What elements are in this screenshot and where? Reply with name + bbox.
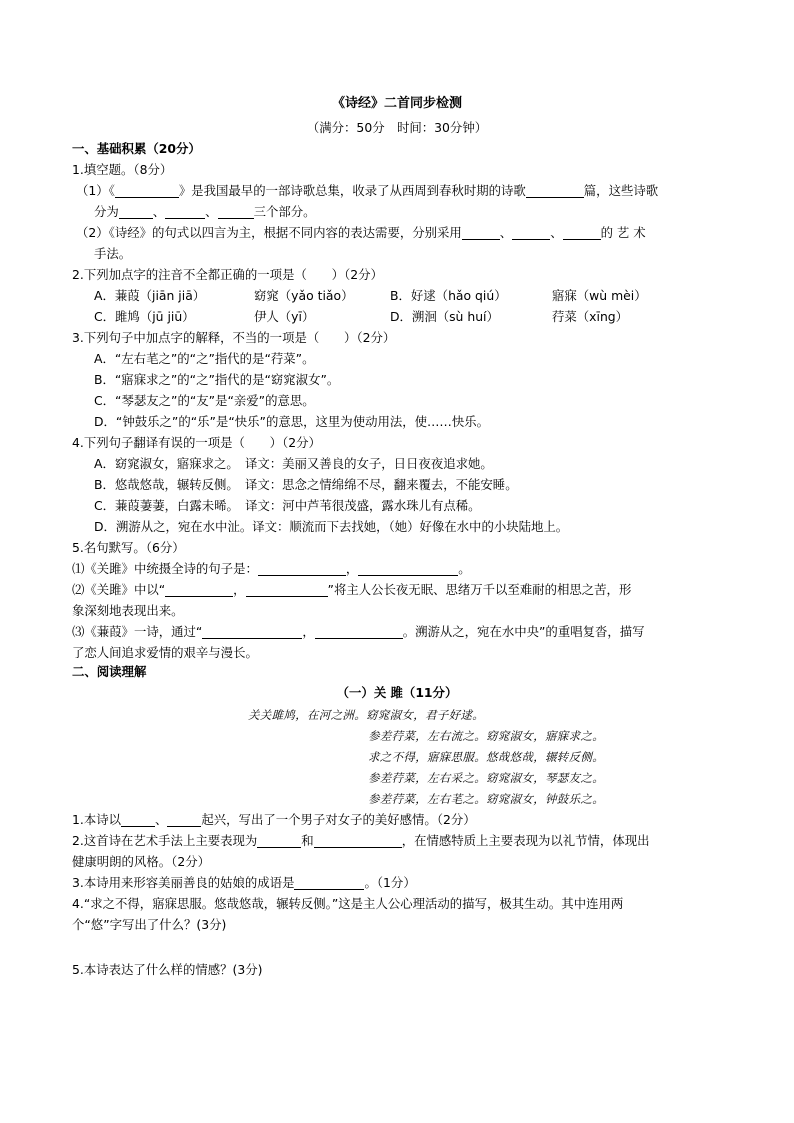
- q4-option-d: D．溯游从之，宛在水中沚。译文：顺流而下去找她，（她）好像在水中的小块陆地上。: [94, 519, 569, 534]
- q1-line3: （2）《诗经》的句式以四言为主，根据不同内容的表达需要，分别采用 、 、 的 艺 术: [76, 225, 646, 240]
- q5-line2: ⑵《关雎》中以“ ， ”将主人公长夜无眠、思绪万千以至难耐的相思之苦，形: [72, 582, 632, 597]
- answer-blank[interactable]: [258, 563, 346, 576]
- answer-blank[interactable]: [202, 626, 302, 639]
- answer-blank[interactable]: [165, 584, 233, 597]
- answer-blank[interactable]: [462, 227, 500, 240]
- poem-line-1: 关关雎鸠，在河之洲。窈窕淑女，君子好逑。: [248, 708, 484, 722]
- page-title: 《诗经》二首同步检测: [331, 96, 462, 111]
- section-heading-reading: 二、阅读理解: [72, 664, 147, 679]
- poem-line-5: 参差荇菜，左右芼之。窈窕淑女，钟鼓乐之。: [368, 792, 604, 806]
- answer-blank[interactable]: [218, 206, 254, 219]
- answer-blank[interactable]: [165, 206, 205, 219]
- q2-options-row1: [94, 288, 647, 303]
- answer-blank[interactable]: [119, 206, 153, 219]
- answer-blank[interactable]: [246, 584, 328, 597]
- page-subtitle: （满分：50分 时间：30分钟）: [306, 120, 488, 135]
- q2-option-d1: D．溯洄（sù huí）: [390, 309, 499, 324]
- q3-option-b: B．“寤寐求之”的“之”指代的是“窈窕淑女”。: [94, 372, 340, 387]
- answer-blank[interactable]: [315, 626, 403, 639]
- q5-line4: ⑶《蒹葭》一诗，通过“ ， 。溯游从之，宛在水中央”的重唱复沓，描写: [72, 624, 645, 639]
- answer-blank[interactable]: [563, 227, 601, 240]
- reading-q3: 3.本诗用来形容美丽善良的姑娘的成语是 。（1分）: [72, 875, 416, 890]
- q4-option-b: B．悠哉悠哉，辗转反侧。 译文：思念之情绵绵不尽，翻来覆去，不能安睡。: [94, 477, 518, 492]
- q3-option-d: D．“钟鼓乐之”的“乐”是“快乐”的意思，这里为使动用法，使……快乐。: [94, 414, 489, 429]
- q5-stem: 5.名句默写。（6分）: [72, 540, 185, 555]
- q3-option-c: C．“琴瑟友之”的“友”是“亲爱”的意思。: [94, 393, 315, 408]
- answer-blank[interactable]: [358, 563, 458, 576]
- q3-stem: 3.下列句子中加点字的解释，不当的一项是（ ）（2分）: [72, 330, 396, 345]
- reading-q4-line2: 个“悠”字写出了什么？(3分): [72, 917, 227, 932]
- answer-blank[interactable]: [121, 814, 155, 827]
- q3-option-a: A．“左右芼之”的“之”指代的是“荇菜”。: [94, 351, 315, 366]
- section-heading-basic: 一、基础积累（20分）: [72, 141, 201, 156]
- reading-q4-line1: 4.“求之不得，寤寐思服。悠哉悠哉，辗转反侧。”这是主人公心理活动的描写，极其生动。其中连用两: [72, 896, 624, 911]
- q2-option-b1: B．好逑（hǎo qiú）: [390, 288, 507, 303]
- poem-line-4: 参差荇菜，左右采之。窈窕淑女，琴瑟友之。: [368, 771, 604, 785]
- q2-option-c1: C．雎鸠（jū jiū）: [94, 309, 195, 324]
- q5-line1: ⑴《关雎》中统摄全诗的句子是： ， 。: [72, 561, 471, 576]
- poem-line-2: 参差荇菜，左右流之。窈窕淑女，寤寐求之。: [368, 729, 604, 743]
- q1-line4: 手法。: [94, 246, 132, 261]
- poem-title: （一）关 雎（11分）: [336, 685, 458, 700]
- q4-option-c: C．蒹葭萋萋，白露未晞。 译文：河中芦苇很茂盛，露水珠儿有点稀。: [94, 498, 481, 513]
- q2-options-row2: [94, 309, 628, 324]
- answer-blank[interactable]: [115, 185, 179, 198]
- q2-option-a2: 窈窕（yǎo tiǎo）: [254, 288, 354, 303]
- reading-q1: 1.本诗以 、 起兴，写出了一个男子对女子的美好感情。（2分）: [72, 812, 476, 827]
- q5-line3: 象深刻地表现出来。: [72, 603, 184, 618]
- q2-option-b2: 寤寐（wù mèi）: [552, 288, 647, 303]
- answer-blank[interactable]: [314, 835, 402, 848]
- q1-line1: （1）《 》是我国最早的一部诗歌总集，收录了从西周到春秋时期的诗歌 篇，这些诗歌: [76, 183, 659, 198]
- q4-stem: 4.下列句子翻译有误的一项是（ ）（2分）: [72, 435, 321, 450]
- q5-line5: 了恋人间追求爱情的艰辛与漫长。: [72, 645, 258, 660]
- q1-stem: 1.填空题。（8分）: [72, 162, 173, 177]
- answer-blank[interactable]: [257, 835, 301, 848]
- answer-blank[interactable]: [526, 185, 584, 198]
- q1-line2: 分为 、 、 三个部分。: [94, 204, 316, 219]
- q2-option-c2: 伊人（yī）: [254, 309, 315, 324]
- reading-q2-line2: 健康明朗的风格。（2分）: [72, 854, 210, 869]
- q2-option-d2: 荇菜（xīng）: [552, 309, 629, 324]
- answer-blank[interactable]: [167, 814, 201, 827]
- answer-blank[interactable]: [512, 227, 550, 240]
- q4-option-a: A．窈窕淑女，寤寐求之。 译文：美丽又善良的女子，日日夜夜追求她。: [94, 456, 493, 471]
- reading-q2-line1: 2.这首诗在艺术手法上主要表现为 和 ，在情感特质上主要表现为以礼节情，体现出: [72, 833, 650, 848]
- q2-stem: 2.下列加点字的注音不全都正确的一项是（ ）（2分）: [72, 267, 383, 282]
- poem-line-3: 求之不得，寤寐思服。悠哉悠哉，辗转反侧。: [368, 750, 604, 764]
- answer-blank[interactable]: [294, 877, 364, 890]
- q2-option-a1: A．蒹葭（jiān jiā）: [94, 288, 206, 303]
- reading-q5: 5.本诗表达了什么样的情感？(3分): [72, 962, 263, 977]
